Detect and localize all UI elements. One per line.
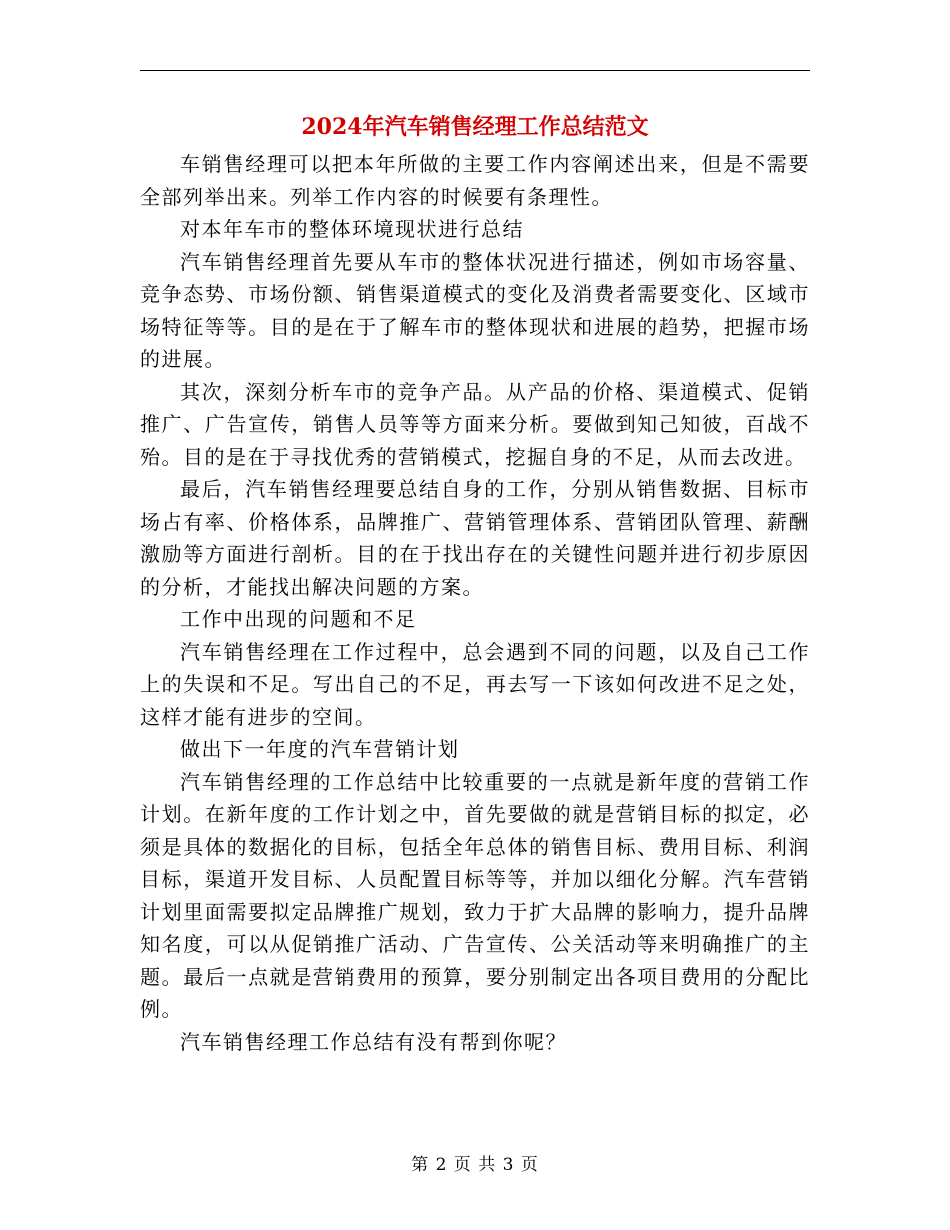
section-heading: 工作中出现的问题和不足 [180,607,417,631]
paragraph: 汽车销售经理的工作总结中比较重要的一点就是新年度的营销工作计划。在新年度的工作计划之中，首先要做的就是营销目标的拟定，必须是具体的数据化的目标，包括全年总体的销售目标、费用目标、利润目标，渠道开发目标、人员配置目标等等，并加以细化分解。汽车营销计划里面需要拟定品牌推广规划，致力于扩大品牌的影响力，提升品牌知名度，可以从促销推广活动、广告宣传、公关活动等来明确推广的主题。最后一点就是营销费用的预算，要分别制定出各项目费用的分配比例。 [140,769,810,1021]
section-heading: 对本年车市的整体环境现状进行总结 [180,217,524,241]
paragraph: 其次，深刻分析车市的竞争产品。从产品的价格、渠道模式、促销推广、广告宣传，销售人员等等方面来分析。要做到知己知彼，百战不殆。目的是在于寻找优秀的营销模式，挖掘自身的不足，从而去改进。 [140,379,810,469]
document-title: 2024年汽车销售经理工作总结范文 [301,114,649,140]
paragraph: 汽车销售经理首先要从车市的整体状况进行描述，例如市场容量、竞争态势、市场份额、销售渠道模式的变化及消费者需要变化、区域市场特征等等。目的是在于了解车市的整体现状和进展的趋势，把握市场的进展。 [140,249,810,371]
page-number: 第 2 页 共 3 页 [411,1155,539,1175]
paragraph: 车销售经理可以把本年所做的主要工作内容阐述出来，但是不需要全部列举出来。列举工作内容的时候要有条理性。 [140,152,810,209]
document-body [140,148,810,1058]
header-rule [140,70,810,71]
paragraph: 最后，汽车销售经理要总结自身的工作，分别从销售数据、目标市场占有率、价格体系，品牌推广、营销管理体系、营销团队管理、薪酬激励等方面进行剖析。目的在于找出存在的关键性问题并进行初步原因的分析，才能找出解决问题的方案。 [140,477,810,599]
section-heading: 做出下一年度的汽车营销计划 [180,737,460,761]
paragraph: 汽车销售经理在工作过程中，总会遇到不同的问题，以及自己工作上的失误和不足。写出自己的不足，再去写一下该如何改进不足之处，这样才能有进步的空间。 [140,639,810,729]
closing-line: 汽车销售经理工作总结有没有帮到你呢？ [180,1029,567,1054]
